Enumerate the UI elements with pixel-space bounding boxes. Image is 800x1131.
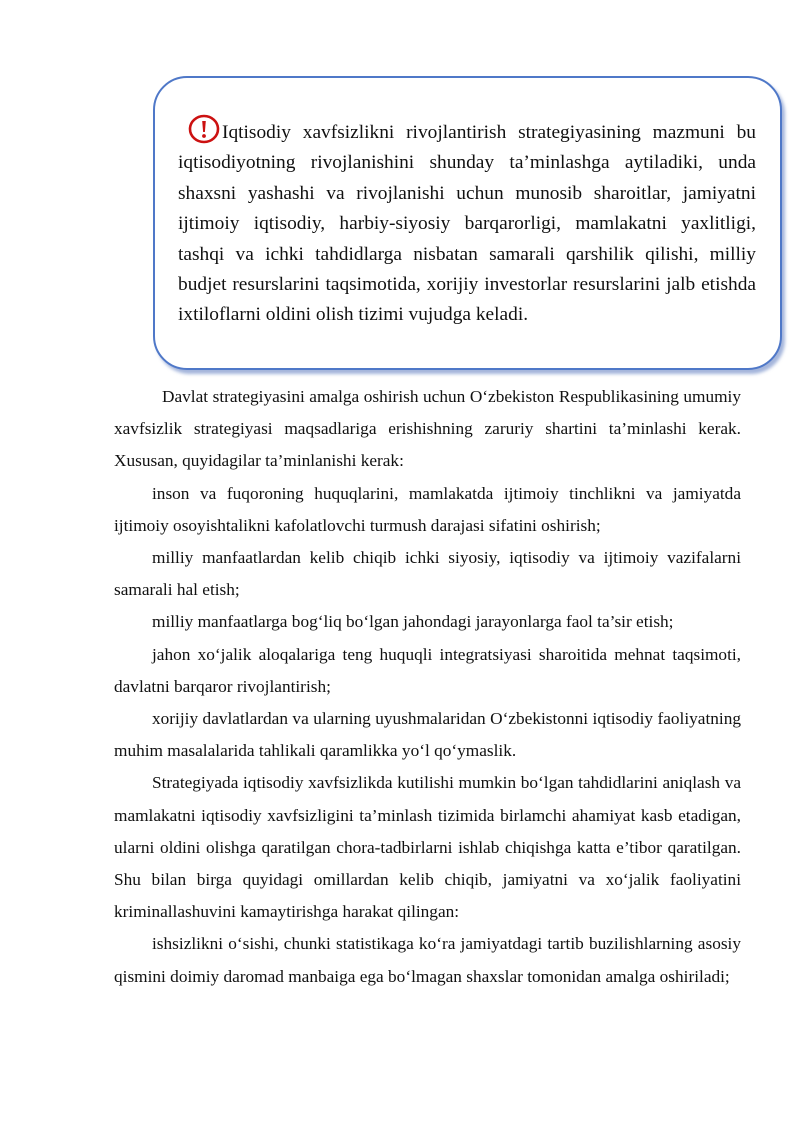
callout-text: Iqtisodiy xavfsizlikni rivojlantirish strategiyasining mazmuni bu iqtisodiyotning rivojlanishini shunday ta’minlashga aytiladiki, unda shaxsni yashashi va rivojlanishi uchun munosib sharoitlar, jamiyatni ijtimoiy iqtisodiy, harbiy-siyosiy barqarorligi, mamlakatni yaxlitligi, tashqi va ichki tahdidlarga nisbatan samarali qarshilik qilishi, milliy budjet resurslarini taqsimotida, xorijiy investorlar resurslarini jalb etishda ixtiloflarni oldini olish tizimi vujudga keladi. — [178, 122, 756, 326]
paragraph: Davlat strategiyasini amalga oshirish uchun O‘zbekiston Respublikasining umumiy xavfsizlik strategiyasi maqsadlariga erishishning zaruriy shartini ta’minlashi kerak. Xususan, quyidagilar ta’minlanishi kerak: — [114, 387, 741, 471]
callout-text-block — [178, 114, 756, 331]
exclamation-circle-icon — [188, 114, 220, 144]
paragraph: xorijiy davlatlardan va ularning uyushmalaridan O‘zbekistonni iqtisodiy faoliyatning muhim masalalarida tahlikali qaramlikka yo‘l qo‘ymaslik. — [114, 709, 741, 761]
paragraph: ishsizlikni o‘sishi, chunki statistikaga ko‘ra jamiyatdagi tartib buzilishlarning asosiy qismini doimiy daromad manbaiga ega bo‘lmagan shaxslar tomonidan amalga oshiriladi; — [114, 934, 741, 986]
document-body — [114, 381, 741, 993]
paragraph: milliy manfaatlarga bog‘liq bo‘lgan jahondagi jarayonlarga faol ta’sir etish; — [152, 612, 674, 632]
paragraph: Strategiyada iqtisodiy xavfsizlikda kutilishi mumkin bo‘lgan tahdidlarini aniqlash va mamlakatni iqtisodiy xavfsizligini ta’minlash tizimida birlamchi ahamiyat kasb etadigan, ularni oldini olishga qaratilgan chora-tadbirlarni ishlab chiqishga katta e’tibor qaratilgan. Shu bilan birga quyidagi omillardan kelib chiqib, jamiyatni va xo‘jalik faoliyatini kriminallashuvini kamaytirishga harakat qilingan: — [114, 773, 741, 922]
paragraph: jahon xo‘jalik aloqalariga teng huquqli integratsiyasi sharoitida mehnat taqsimoti, davlatni barqaror rivojlantirish; — [114, 644, 741, 696]
paragraph: inson va fuqoroning huquqlarini, mamlakatda ijtimoiy tinchlikni va jamiyatda ijtimoiy osoyishtalikni kafolatlovchi turmush darajasi sifatini oshirish; — [114, 483, 741, 535]
paragraph: milliy manfaatlardan kelib chiqib ichki siyosiy, iqtisodiy va ijtimoiy vazifalarni samarali hal etish; — [114, 548, 741, 600]
